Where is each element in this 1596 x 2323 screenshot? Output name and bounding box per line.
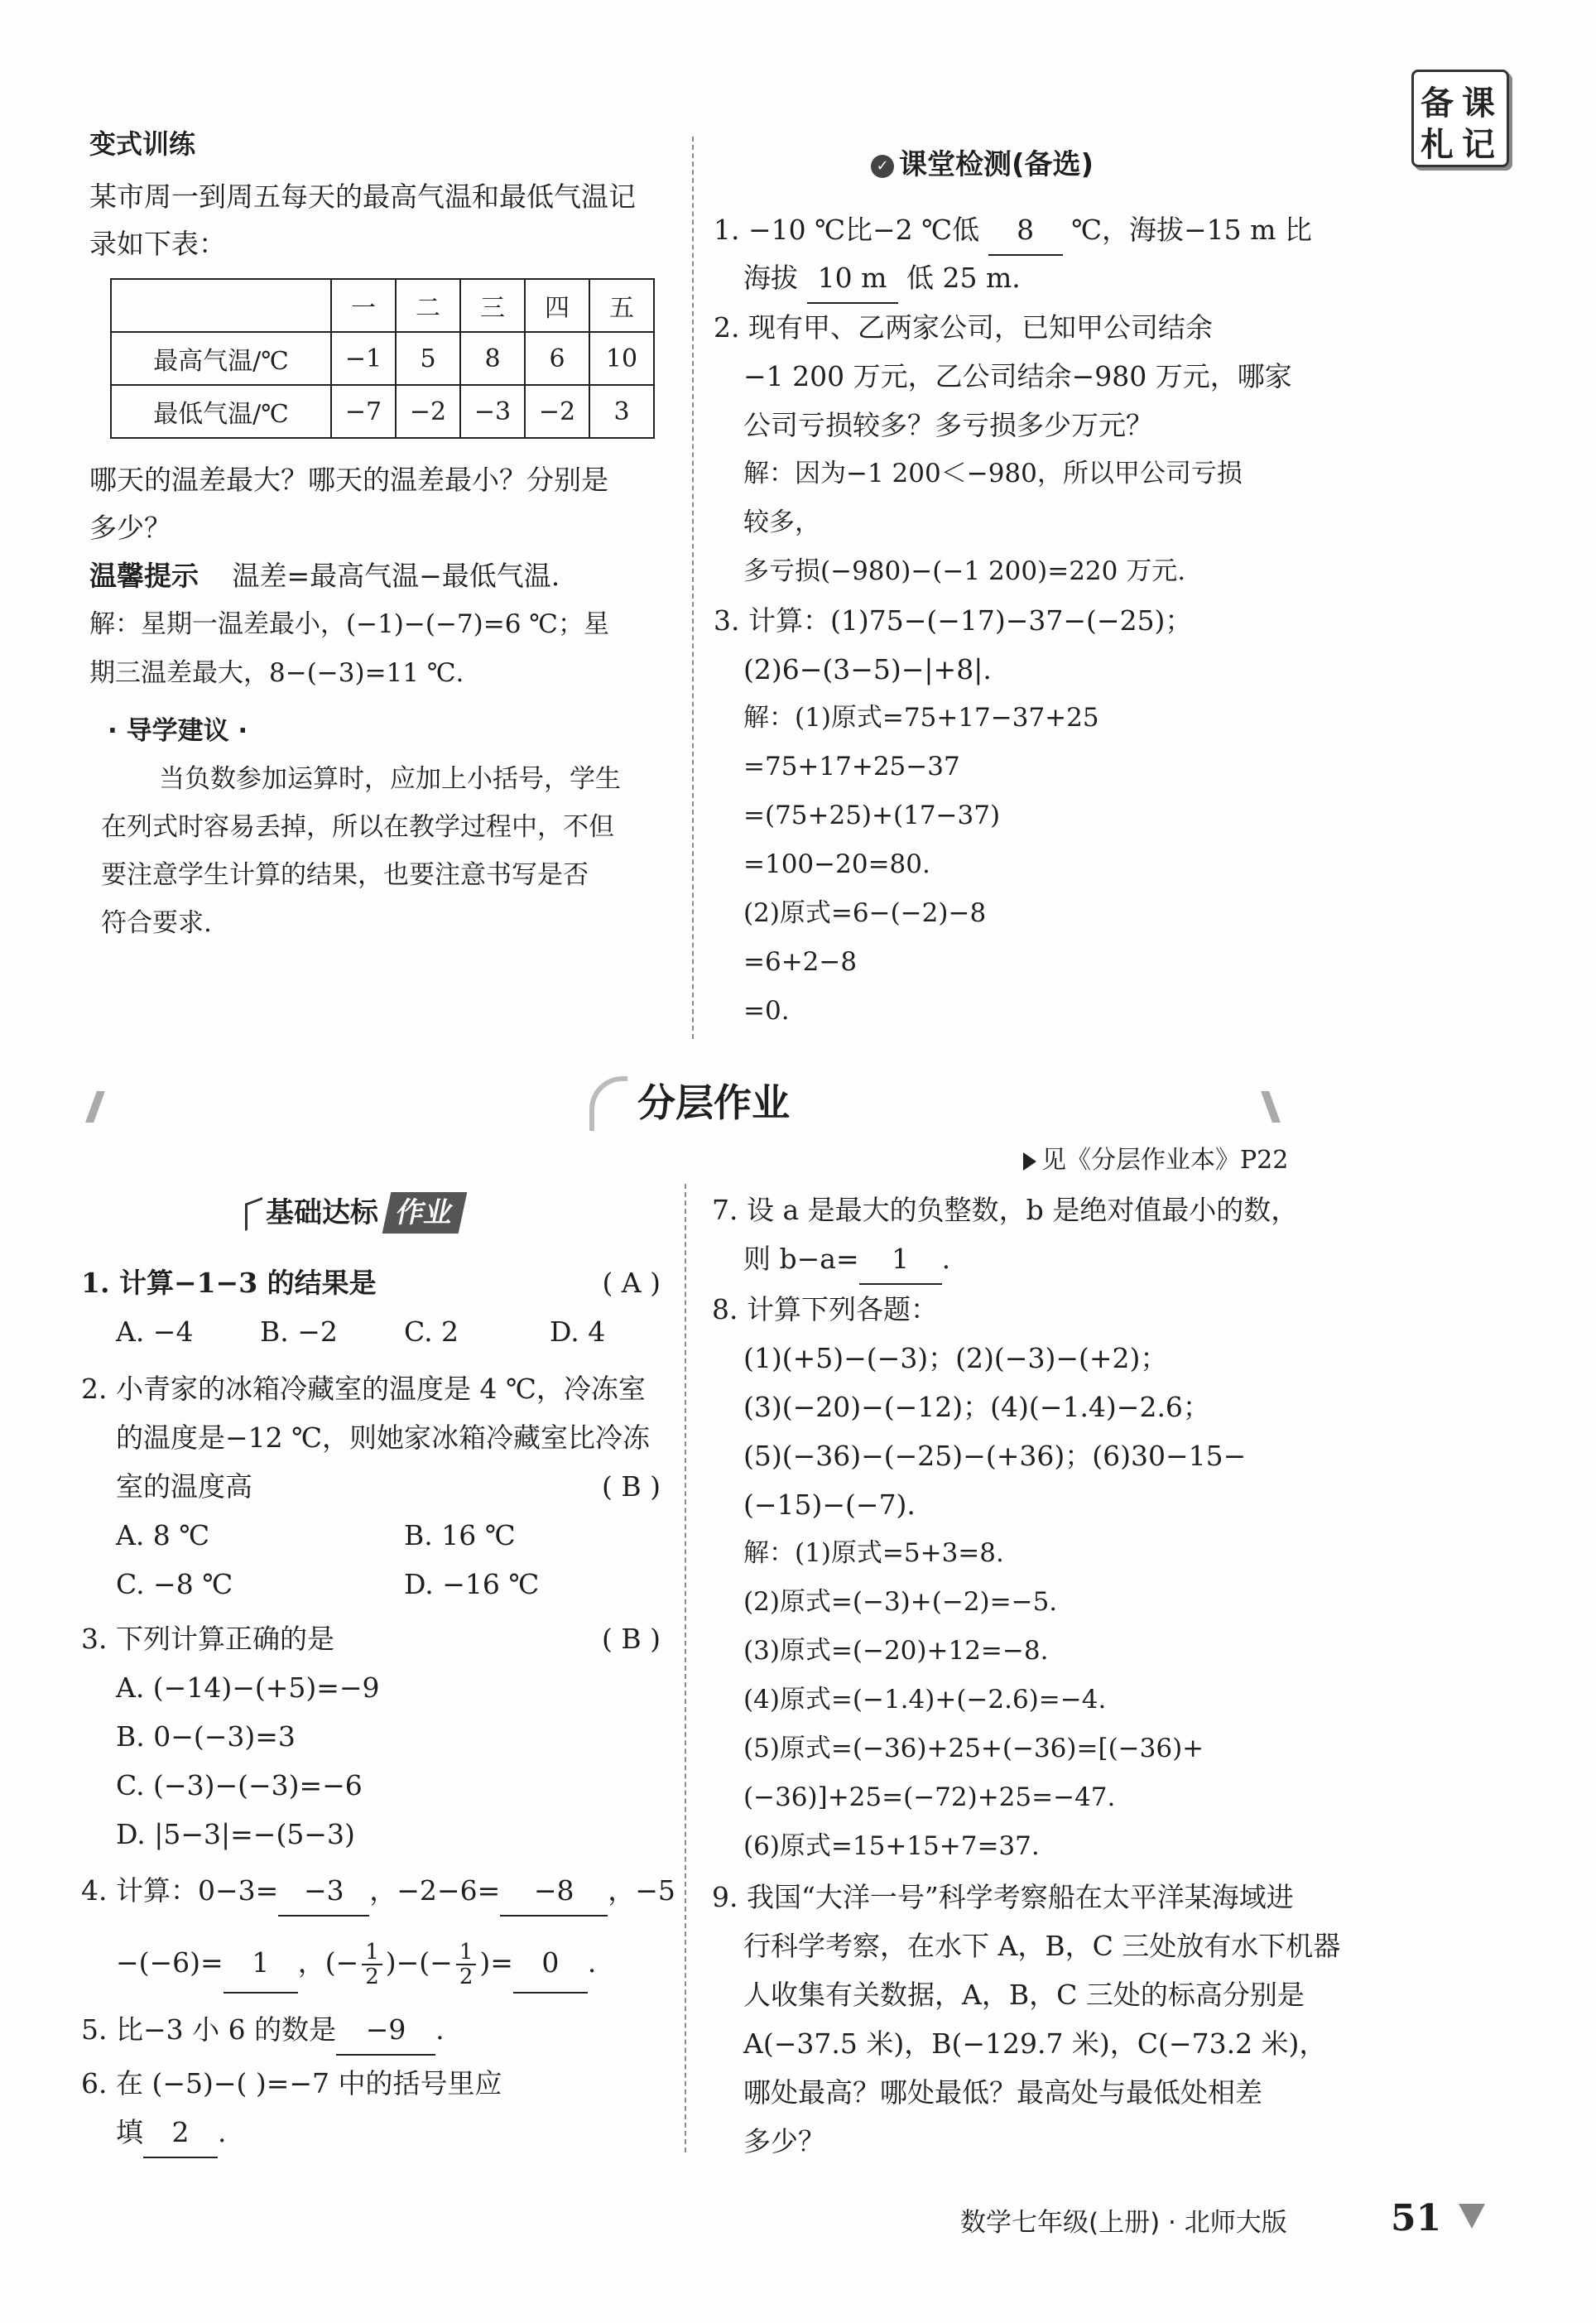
q1-text: 海拔 [743, 262, 798, 294]
option: A. −4 [116, 1315, 194, 1348]
question-line: −1 200 万元，乙公司结余−980 万元，哪家 [743, 360, 1292, 392]
question-line: 行科学考察，在水下 A，B，C 三处放有水下机器 [743, 1930, 1341, 1962]
denominator: 2 [365, 1965, 379, 1989]
question-line: 多少？ [743, 2125, 825, 2157]
question-line: (5)(−36)−(−25)−(+36)；(6)30−15− [743, 1440, 1247, 1472]
q5-text: 5. 比−3 小 6 的数是 [81, 2013, 337, 2046]
question-line: (−15)−(−7). [743, 1489, 916, 1521]
table-header-cell: 三 [460, 279, 525, 332]
guide-line: 当负数参加运算时，应加上小括号，学生 [159, 764, 621, 794]
question-line: 8. 计算下列各题： [712, 1293, 938, 1325]
denominator: 2 [459, 1965, 474, 1989]
question-line: (2)6−(3−5)−|+8|. [743, 653, 992, 685]
expr-mid: )−(− [385, 1946, 453, 1979]
reference-text: 见《分层作业本》P22 [1041, 1146, 1289, 1175]
table-cell: 6 [525, 332, 589, 385]
question-line: (1)(+5)−(−3)；(2)(−3)−(+2)； [743, 1342, 1168, 1374]
question-line: 人收集有关数据，A，B，C 三处的标高分别是 [743, 1979, 1305, 2011]
q7-text: 则 b−a= [743, 1243, 859, 1275]
basic-badge [245, 1192, 463, 1234]
page-number: 51 [1391, 2197, 1442, 2239]
guide-line: 符合要求. [101, 908, 212, 938]
answer-blank: −8 [500, 1866, 608, 1917]
solution-line: (4)原式=(−1.4)+(−2.6)=−4. [743, 1685, 1107, 1715]
option: D. |5−3|=−(5−3) [116, 1818, 355, 1850]
solution-line: (2)原式=6−(−2)−8 [743, 898, 987, 928]
class-test-title: 课堂检测(备选) [899, 148, 1094, 181]
class-test-heading [871, 141, 1094, 190]
option: D. 4 [550, 1315, 606, 1348]
table-cell: 5 [396, 332, 460, 385]
question-line [81, 1258, 661, 1307]
solution-line: =100−20=80. [743, 849, 930, 879]
answer-blank: −9 [336, 2005, 435, 2056]
option: D. −16 ℃ [404, 1568, 540, 1600]
table-row [111, 385, 654, 438]
answer-choice: ( A ) [602, 1267, 661, 1299]
question-line [743, 253, 1021, 304]
solution-line: (5)原式=(−36)+25+(−36)=[(−36)+ [743, 1734, 1204, 1763]
question-line: 2. 现有甲、乙两家公司，已知甲公司结余 [714, 311, 1213, 344]
badge-label: 基础达标 [266, 1196, 378, 1229]
answer-blank: 1 [224, 1934, 298, 1994]
solution-line: =0. [743, 996, 790, 1026]
solution-line: (3)原式=(−20)+12=−8. [743, 1636, 1049, 1666]
question-line: A(−37.5 米)，B(−129.7 米)，C(−73.2 米)， [743, 2027, 1327, 2060]
paragraph-line: 某市周一到周五每天的最高气温和最低气温记 [89, 180, 636, 213]
option: C. (−3)−(−3)=−6 [116, 1769, 363, 1801]
q3-text: 3. 下列计算正确的是 [81, 1623, 334, 1655]
q4-text: ， [297, 1946, 325, 1979]
stamp-char: 课 [1462, 84, 1495, 123]
answer-blank: −3 [278, 1866, 369, 1917]
column-divider [692, 137, 694, 1039]
option: C. −8 ℃ [116, 1568, 233, 1600]
paragraph-line: 多少？ [89, 512, 171, 544]
banner-decoration [85, 1091, 105, 1123]
solution-line: 期三温差最大，8−(−3)=11 ℃. [89, 658, 464, 688]
paragraph-line: 录如下表： [89, 228, 226, 260]
guide-line: 要注意学生计算的结果，也要注意书写是否 [101, 860, 589, 890]
solution-line: 解：(1)原式=75+17−37+25 [743, 703, 1099, 733]
guide-heading: · 导学建议 · [108, 716, 248, 746]
solution-line: 解：星期一温差最小，(−1)−(−7)=6 ℃；星 [89, 609, 609, 639]
badge-tag: 作业 [382, 1192, 468, 1234]
answer-blank: 2 [143, 2108, 218, 2158]
question-line [116, 1934, 596, 1994]
table-header-row [111, 279, 654, 332]
solution-line: (2)原式=(−3)+(−2)=−5. [743, 1587, 1058, 1617]
workbook-reference [1023, 1136, 1288, 1185]
option: A. (−14)−(+5)=−9 [116, 1671, 380, 1704]
solution-line: 解：因为−1 200＜−980，所以甲公司亏损 [743, 459, 1243, 488]
lesson-notes-stamp [1411, 70, 1509, 167]
answer-blank: 8 [988, 205, 1063, 256]
table-cell: −7 [331, 385, 396, 438]
question-line: 2. 小青家的冰箱冷藏室的温度是 4 ℃，冷冻室 [81, 1373, 646, 1405]
period: . [218, 2116, 227, 2148]
question-line [116, 2108, 227, 2158]
option: B. 0−(−3)=3 [116, 1720, 296, 1753]
question-line: (3)(−20)−(−12)；(4)(−1.4)−2.6； [743, 1391, 1210, 1423]
question-line [743, 1234, 950, 1285]
check-icon: ✓ [871, 155, 894, 178]
period: . [941, 1243, 951, 1275]
solution-line: 多亏损(−980)−(−1 200)=220 万元. [743, 556, 1186, 586]
table-cell: −1 [331, 332, 396, 385]
answer-choice: ( B ) [602, 1623, 661, 1655]
question-line: 3. 计算：(1)75−(−17)−37−(−25)； [714, 604, 1193, 637]
table-cell: 3 [589, 385, 654, 438]
table-row-label: 最高气温/℃ [111, 332, 331, 385]
option: B. −2 [260, 1315, 338, 1348]
solution-line: 解：(1)原式=5+3=8. [743, 1538, 1004, 1568]
q1-text: ℃，海拔−15 m 比 [1071, 214, 1312, 246]
solution-line: (6)原式=15+15+7=37. [743, 1831, 1040, 1861]
q2-text: 室的温度高 [116, 1470, 252, 1503]
q6-text: 填 [116, 2116, 143, 2148]
question-line: 公司亏损较多？多亏损多少万元？ [743, 409, 1153, 441]
q1-text: 1. −10 ℃比−2 ℃低 [714, 214, 980, 246]
q4-text: −(−6)= [116, 1946, 224, 1979]
question-line [81, 2005, 445, 2056]
guide-line: 在列式时容易丢掉，所以在教学过程中，不但 [101, 812, 614, 842]
solution-line: =(75+25)+(17−37) [743, 801, 1001, 830]
banner-swirl-icon [589, 1076, 627, 1131]
table-cell: 8 [460, 332, 525, 385]
temperature-table [110, 278, 655, 439]
stamp-char: 记 [1462, 126, 1495, 164]
table-cell: −3 [460, 385, 525, 438]
option: C. 2 [404, 1315, 459, 1348]
solution-line: 较多， [743, 507, 820, 537]
fraction [456, 1941, 477, 1989]
table-header-cell: 二 [396, 279, 460, 332]
table-header-cell: 五 [589, 279, 654, 332]
question-line [81, 1614, 661, 1663]
play-arrow-icon [1023, 1152, 1036, 1171]
table-header-cell: 一 [331, 279, 396, 332]
question-line: 7. 设 a 是最大的负整数，b 是绝对值最小的数， [712, 1194, 1299, 1226]
q1-text: 低 25 m. [906, 262, 1021, 294]
option: B. 16 ℃ [404, 1519, 516, 1551]
period: . [435, 2013, 445, 2046]
table-corner-cell [111, 279, 331, 332]
answer-blank: 1 [859, 1234, 942, 1285]
q4-text: ，−5 [608, 1874, 675, 1907]
book-title: 数学七年级(上册) · 北师大版 [960, 2208, 1287, 2238]
answer-blank: 10 m [807, 253, 898, 304]
table-cell: 10 [589, 332, 654, 385]
answer-choice: ( B ) [602, 1470, 661, 1503]
answer-blank: 0 [513, 1934, 588, 1994]
paragraph-line: 哪天的温差最大？哪天的温差最小？分别是 [89, 464, 608, 496]
stamp-char: 备 [1421, 84, 1454, 123]
fraction [362, 1941, 382, 1989]
hint-line [89, 551, 560, 600]
hint-label: 温馨提示 [89, 560, 199, 592]
hint-text: 温差=最高气温−最低气温. [232, 560, 560, 592]
stamp-char: 札 [1421, 126, 1454, 164]
question-line [81, 1866, 675, 1917]
question-line: 6. 在 (−5)−( )=−7 中的括号里应 [81, 2067, 502, 2099]
question-line [714, 205, 1312, 256]
expr-end: . [587, 1946, 597, 1979]
q4-text: ，−2−6= [369, 1874, 501, 1907]
section-title: 分层作业 [637, 1080, 790, 1125]
question-line: 的温度是−12 ℃，则她家冰箱冷藏室比冷冻 [116, 1421, 651, 1454]
solution-line: (−36)]+25=(−72)+25=−47. [743, 1782, 1116, 1812]
expr-open: (− [324, 1946, 359, 1979]
up-arrow-icon [245, 1197, 262, 1231]
column-divider [685, 1184, 686, 2152]
q4-text: 4. 计算：0−3= [81, 1874, 279, 1907]
table-row [111, 332, 654, 385]
q1-text: 1. 计算−1−3 的结果是 [81, 1267, 377, 1299]
solution-line: =6+2−8 [743, 947, 858, 977]
table-row-label: 最低气温/℃ [111, 385, 331, 438]
table-header-cell: 四 [525, 279, 589, 332]
solution-line: =75+17+25−37 [743, 752, 960, 782]
option: A. 8 ℃ [116, 1519, 210, 1551]
question-line: 哪处最高？哪处最低？最高处与最低处相差 [743, 2076, 1262, 2109]
expr-close: )= [479, 1946, 513, 1979]
numerator: 1 [456, 1941, 477, 1965]
table-cell: −2 [525, 385, 589, 438]
section-heading: 变式训练 [89, 128, 196, 160]
numerator: 1 [362, 1941, 382, 1965]
banner-decoration [1261, 1091, 1281, 1123]
page-corner-decoration-icon [1459, 2204, 1485, 2229]
question-line: 9. 我国“大洋一号”科学考察船在太平洋某海域进 [712, 1881, 1294, 1913]
question-line [116, 1462, 661, 1511]
table-cell: −2 [396, 385, 460, 438]
